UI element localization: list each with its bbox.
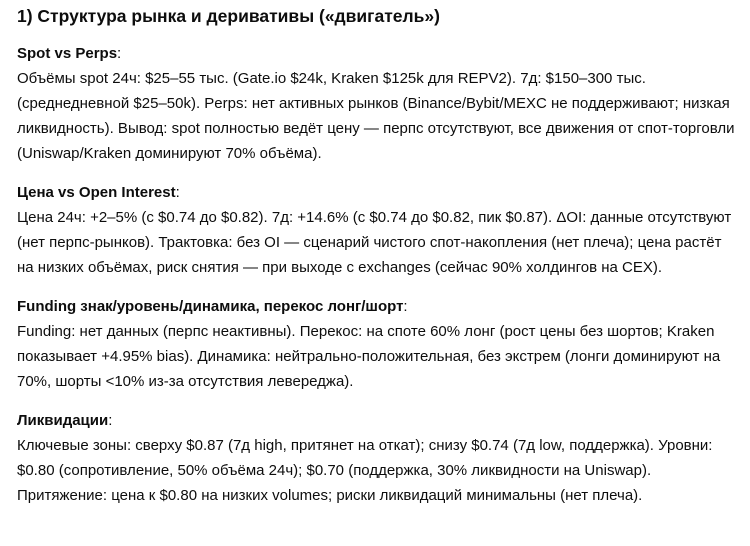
section-heading-text: Цена vs Open Interest bbox=[17, 184, 176, 201]
section-paragraph: Объёмы spot 24ч: $25–55 тыс. (Gate.io $24k, Kraken $125k для REPV2). 7д: $150–300 тыс. (среднедневной $25–50k). Perps: нет активных рынков (Binance/Bybit/MEXC не поддерживают; низкая ликвидность). Вывод: spot полностью ведёт цену — перпс отсутствуют, все движения от спот-торговли (Uniswap/Kraken доминируют 70% объёма). bbox=[17, 70, 735, 162]
section-heading-colon: : bbox=[175, 184, 180, 201]
section-heading bbox=[17, 41, 742, 66]
page-title: 1) Структура рынка и деривативы («двигатель») bbox=[17, 6, 440, 26]
section-liquidations bbox=[17, 408, 742, 508]
section-spot-vs-perps bbox=[17, 41, 742, 166]
section-heading-text: Funding знак/уровень/динамика, перекос лонг/шорт bbox=[17, 298, 404, 315]
section-paragraph: Ключевые зоны: сверху $0.87 (7д high, притянет на откат); снизу $0.74 (7д low, поддержка). Уровни: $0.80 (сопротивление, 50% объёма 24ч); $0.70 (поддержка, 30% ликвидности на Uniswap). Притяжение: цена к $0.80 на низких volumes; риски ликвидаций минимальны (нет плеча). bbox=[17, 437, 713, 504]
section-heading-colon: : bbox=[403, 298, 408, 315]
section-price-vs-open-interest bbox=[17, 180, 742, 280]
section-heading bbox=[17, 408, 742, 433]
section-funding bbox=[17, 294, 742, 394]
section-heading-text: Ликвидации bbox=[17, 412, 109, 429]
section-paragraph: Цена 24ч: +2–5% (с $0.74 до $0.82). 7д: +14.6% (с $0.74 до $0.82, пик $0.87). ΔOI: данные отсутствуют (нет перпс-рынков). Трактовка: без OI — сценарий чистого спот-накопления (нет плеча); цена растёт на низких объёмах, риск снятия — при выходе с exchanges (сейчас 90% холдингов на CEX). bbox=[17, 209, 732, 276]
section-heading bbox=[17, 180, 742, 205]
section-heading bbox=[17, 294, 742, 319]
section-paragraph: Funding: нет данных (перпс неактивны). Перекос: на споте 60% лонг (рост цены без шортов; Kraken показывает +4.95% bias). Динамика: нейтрально-положительная, без экстрем (лонги доминируют на 70%, шорты <10% из-за отсутствия левереджа). bbox=[17, 323, 721, 390]
section-heading-colon: : bbox=[108, 412, 113, 429]
section-heading-text: Spot vs Perps bbox=[17, 45, 118, 62]
section-heading-colon: : bbox=[117, 45, 122, 62]
